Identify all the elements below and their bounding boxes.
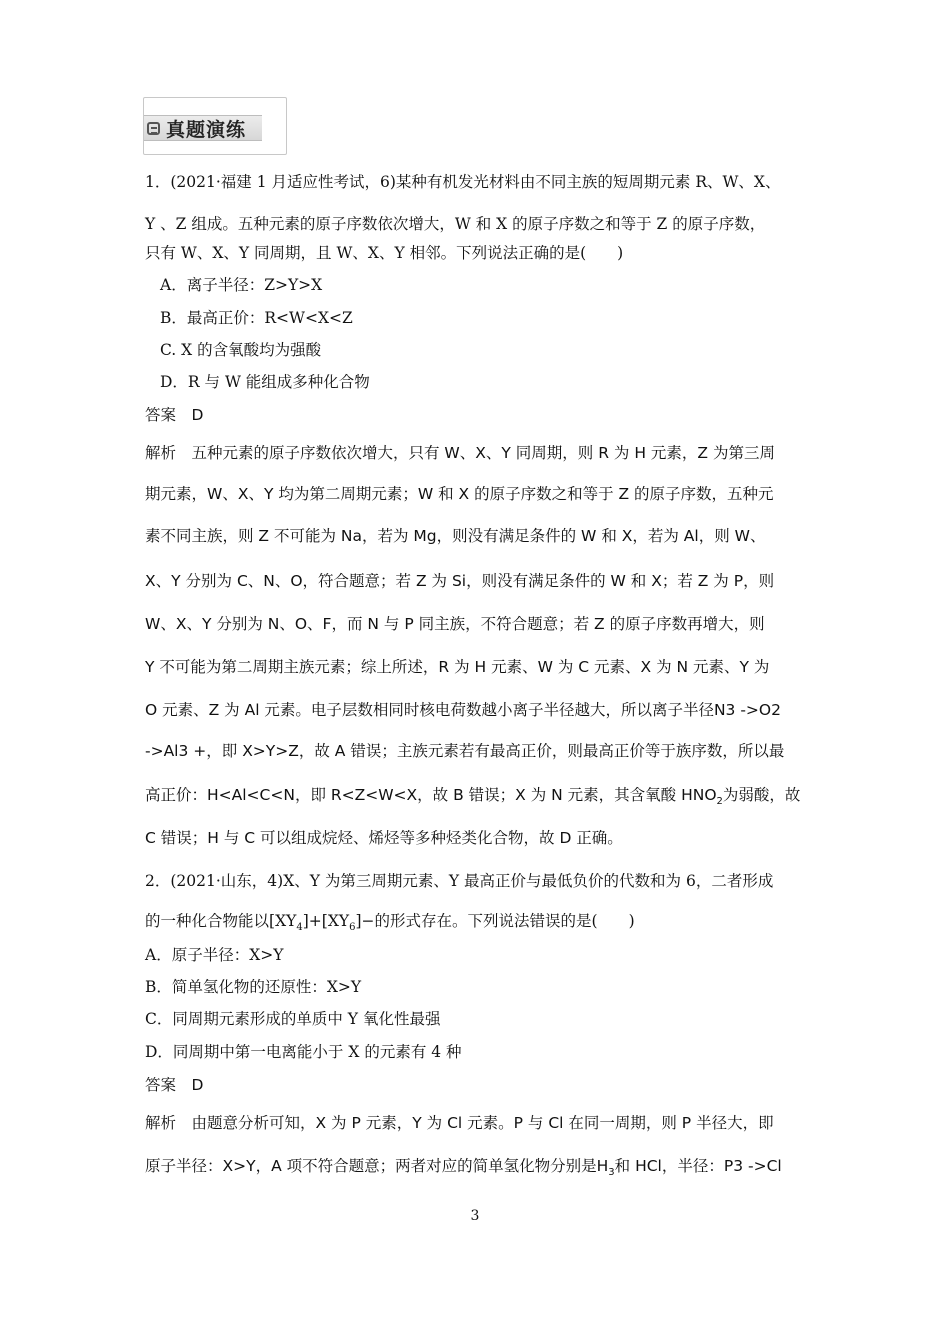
q1-option-c: C. X 的含氧酸均为强酸 [160, 341, 322, 359]
formula-xy4-charge: ]+ [302, 912, 322, 930]
q1-analysis-line-4: X、Y 分别为 C、N、O，符合题意；若 Z 为 Si，则没有满足条件的 W 和 X；若 Z 为 P，则 [145, 572, 775, 590]
formula-xy4-ion [269, 912, 322, 934]
q1-option-a: A．离子半径：Z>Y>X [160, 276, 323, 294]
q1-analysis-line-5: W、X、Y 分别为 N、O、F，而 N 与 P 同主族，不符合题意；若 Z 的原子序数再增大，则 [145, 615, 765, 633]
ph3-subscript: 3 [608, 1167, 615, 1179]
formula-xy6-base: [XY [321, 912, 350, 930]
formula-xy6-charge: ]− [355, 912, 375, 930]
q2-analysis-line-1: 解析 由题意分析可知，X 为 P 元素，Y 为 Cl 元素。P 与 Cl 在同一周期，则 P 半径大，即 [145, 1114, 774, 1132]
q1-analysis-line-1: 解析 五种元素的原子序数依次增大，只有 W、X、Y 同周期，则 R 为 H 元素，Z 为第三周 [145, 444, 775, 462]
q1-line-2: Y 、Z 组成。五种元素的原子序数依次增大，W 和 X 的原子序数之和等于 Z 的原子序数， [145, 215, 766, 233]
q1-line-3: 只有 W、X、Y 同周期，且 W、X、Y 相邻。下列说法正确的是( ) [145, 244, 624, 262]
formula-xy6-ion [321, 912, 375, 934]
section-title: 真题演练 [166, 118, 247, 141]
q2-line-2-text: 的一种化合物能以 [145, 912, 270, 930]
hno2-subscript: 2 [716, 796, 723, 808]
q2-line-2-tail: 的形式存在。下列说法错误的是( ) [374, 912, 635, 930]
q2-option-d: D．同周期中第一电离能小于 X 的元素有 4 种 [145, 1043, 462, 1061]
formula-xy6-sub: 6 [349, 922, 356, 934]
q1-analysis-line-8: ->Al3 +，即 X>Y>Z，故 A 错误；主族元素若有最高正价，则最高正价等于族序数，所以最 [145, 742, 785, 760]
q2-option-b: B．简单氢化物的还原性：X>Y [145, 978, 362, 996]
doc-tab-icon [147, 122, 160, 135]
q1-analysis-line-10: C 错误；H 与 C 可以组成烷烃、烯烃等多种烃类化合物，故 D 正确。 [145, 829, 623, 847]
formula-xy4-base: [XY [269, 912, 297, 930]
q1-line-1: 1．(2021·福建 1 月适应性考试，6)某种有机发光材料由不同主族的短周期元素 R、W、X、 [145, 173, 781, 191]
q2-option-c: C．同周期元素形成的单质中 Y 氧化性最强 [145, 1010, 441, 1028]
q2-analysis-line-2 [145, 1156, 782, 1183]
q2-option-a: A．原子半径：X>Y [145, 946, 284, 964]
q1-analysis-line-6: Y 不可能为第二周期主族元素；综上所述，R 为 H 元素、W 为 C 元素、X 为 N 元素、Y 为 [145, 658, 770, 676]
q2-line-1: 2．(2021·山东，4)X、Y 为第三周期元素、Y 最高正价与最低负价的代数和为 6，二者形成 [145, 872, 774, 890]
q2-answer: 答案 D [145, 1076, 204, 1094]
q2-analysis-line-2-text: 原子半径：X>Y，A 项不符合题意；两者对应的简单氢化物分别是H [145, 1157, 609, 1175]
q1-option-b: B．最高正价：R<W<X<Z [160, 309, 353, 327]
section-header-band [144, 115, 262, 141]
q1-answer: 答案 D [145, 406, 204, 424]
q1-analysis-line-9 [145, 785, 800, 812]
q1-analysis-line-2: 期元素，W、X、Y 均为第二周期元素；W 和 X 的原子序数之和等于 Z 的原子序数，五种元 [145, 485, 774, 503]
page-number: 3 [470, 1208, 480, 1224]
q1-analysis-line-9-text: 高正价：H<Al<C<N，即 R<Z<W<X，故 B 错误；X 为 N 元素，其含氧酸 HNO [145, 786, 717, 804]
q1-analysis-line-3: 素不同主族，则 Z 不可能为 Na，若为 Mg，则没有满足条件的 W 和 X，若为 Al，则 W、 [145, 527, 766, 545]
section-header-box [143, 97, 287, 155]
q1-analysis-line-7: O 元素、Z 为 Al 元素。电子层数相同时核电荷数越小离子半径越大，所以离子半径N3 ->O2 [145, 701, 781, 719]
formula-xy4-sub: 4 [296, 922, 303, 934]
hno2-tail: 为弱酸，故 [722, 786, 801, 804]
q2-line-2 [145, 911, 635, 938]
q1-option-d: D．R 与 W 能组成多种化合物 [160, 373, 370, 391]
ph3-tail: 和 HCl，半径：P3 ->Cl [614, 1157, 782, 1175]
